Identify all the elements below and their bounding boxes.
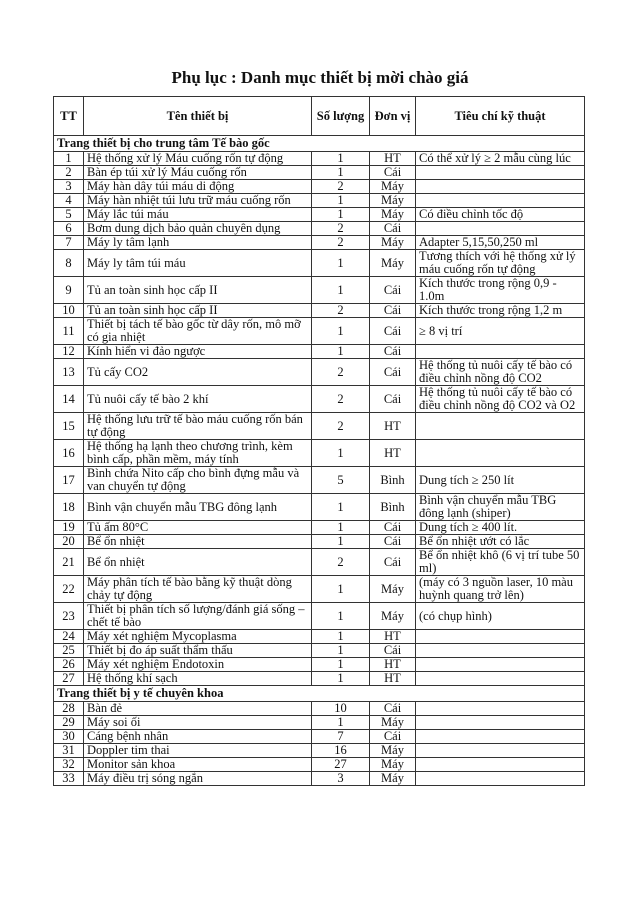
equipment-name: Tủ cấy CO2 (84, 359, 312, 386)
table-row (54, 549, 585, 576)
row-number: 14 (54, 386, 84, 413)
unit: Cái (370, 549, 416, 576)
row-number: 13 (54, 359, 84, 386)
equipment-name: Kính hiển vi đảo ngược (84, 345, 312, 359)
table-row (54, 304, 585, 318)
quantity: 1 (312, 277, 370, 304)
equipment-name: Máy xét nghiệm Mycoplasma (84, 630, 312, 644)
technical-spec: Có thể xử lý ≥ 2 mẫu cùng lúc (416, 152, 585, 166)
row-number: 2 (54, 166, 84, 180)
table-row (54, 222, 585, 236)
unit: Cái (370, 730, 416, 744)
technical-spec (416, 222, 585, 236)
table-row (54, 277, 585, 304)
unit: Bình (370, 467, 416, 494)
row-number: 11 (54, 318, 84, 345)
unit: Cái (370, 386, 416, 413)
equipment-name: Doppler tim thai (84, 744, 312, 758)
unit: HT (370, 672, 416, 686)
equipment-name: Máy hàn dây túi máu di động (84, 180, 312, 194)
unit: Cái (370, 222, 416, 236)
table-row (54, 386, 585, 413)
technical-spec: Tương thích với hệ thống xử lý máu cuống rốn tự động (416, 250, 585, 277)
section-row (54, 686, 585, 702)
row-number: 6 (54, 222, 84, 236)
page-title: Phụ lục : Danh mục thiết bị mời chào giá (171, 68, 469, 87)
unit: Cái (370, 318, 416, 345)
row-number: 23 (54, 603, 84, 630)
quantity: 3 (312, 772, 370, 786)
row-number: 30 (54, 730, 84, 744)
quantity: 2 (312, 549, 370, 576)
unit: Bình (370, 494, 416, 521)
technical-spec: Hệ thống tủ nuôi cấy tế bào có điều chỉnh nồng độ CO2 (416, 359, 585, 386)
row-number: 7 (54, 236, 84, 250)
table-row (54, 603, 585, 630)
quantity: 1 (312, 318, 370, 345)
table-row (54, 180, 585, 194)
table-row (54, 440, 585, 467)
unit: Cái (370, 166, 416, 180)
row-number: 17 (54, 467, 84, 494)
technical-spec (416, 644, 585, 658)
quantity: 1 (312, 345, 370, 359)
row-number: 19 (54, 521, 84, 535)
table-row (54, 250, 585, 277)
unit: HT (370, 413, 416, 440)
row-number: 16 (54, 440, 84, 467)
technical-spec: (có chụp hình) (416, 603, 585, 630)
unit: Máy (370, 744, 416, 758)
table-row (54, 194, 585, 208)
row-number: 31 (54, 744, 84, 758)
unit: Cái (370, 644, 416, 658)
equipment-table (53, 96, 585, 786)
equipment-name: Thiết bị đo áp suất thẩm thấu (84, 644, 312, 658)
technical-spec: Bể ổn nhiệt ướt có lắc (416, 535, 585, 549)
row-number: 28 (54, 702, 84, 716)
header-name: Tên thiết bị (84, 97, 312, 136)
technical-spec: Kích thước trong rộng 0,9 - 1.0m (416, 277, 585, 304)
table-row (54, 744, 585, 758)
technical-spec: Bình vận chuyển mẫu TBG đông lạnh (shiper) (416, 494, 585, 521)
quantity: 2 (312, 386, 370, 413)
technical-spec (416, 345, 585, 359)
equipment-name: Thiết bị tách tế bào gốc từ dây rốn, mô mỡ có gia nhiệt (84, 318, 312, 345)
unit: Cái (370, 535, 416, 549)
unit: HT (370, 152, 416, 166)
unit: HT (370, 630, 416, 644)
row-number: 25 (54, 644, 84, 658)
quantity: 2 (312, 236, 370, 250)
row-number: 8 (54, 250, 84, 277)
table-row (54, 772, 585, 786)
technical-spec (416, 758, 585, 772)
row-number: 3 (54, 180, 84, 194)
section-row (54, 136, 585, 152)
row-number: 22 (54, 576, 84, 603)
unit: Máy (370, 758, 416, 772)
quantity: 1 (312, 152, 370, 166)
quantity: 2 (312, 180, 370, 194)
technical-spec (416, 630, 585, 644)
table-row (54, 702, 585, 716)
equipment-name: Máy ly tâm lạnh (84, 236, 312, 250)
technical-spec (416, 413, 585, 440)
table-row (54, 359, 585, 386)
quantity: 1 (312, 166, 370, 180)
equipment-name: Máy hàn nhiệt túi lưu trữ máu cuống rốn (84, 194, 312, 208)
equipment-name: Hệ thống hạ lạnh theo chương trình, kèm bình cấp, phần mềm, máy tính (84, 440, 312, 467)
table-row (54, 413, 585, 440)
equipment-name: Thiết bị phân tích số lượng/đánh giá sống – chết tế bào (84, 603, 312, 630)
quantity: 1 (312, 250, 370, 277)
quantity: 1 (312, 440, 370, 467)
unit: HT (370, 440, 416, 467)
row-number: 18 (54, 494, 84, 521)
equipment-name: Bể ổn nhiệt (84, 535, 312, 549)
quantity: 1 (312, 630, 370, 644)
technical-spec: Kích thước trong rộng 1,2 m (416, 304, 585, 318)
unit: Cái (370, 304, 416, 318)
header-spec: Tiêu chí kỹ thuật (416, 97, 585, 136)
equipment-name: Tủ ấm 80°C (84, 521, 312, 535)
equipment-name: Tủ an toàn sinh học cấp II (84, 304, 312, 318)
technical-spec (416, 166, 585, 180)
unit: Máy (370, 194, 416, 208)
equipment-name: Hệ thống khí sạch (84, 672, 312, 686)
technical-spec (416, 772, 585, 786)
table-body (54, 136, 585, 786)
section-title: Trang thiết bị y tế chuyên khoa (54, 686, 585, 702)
unit: HT (370, 658, 416, 672)
header-unit: Đơn vị (370, 97, 416, 136)
equipment-name: Tủ an toàn sinh học cấp II (84, 277, 312, 304)
unit: Cái (370, 702, 416, 716)
unit: Cái (370, 277, 416, 304)
header-row (54, 97, 585, 136)
row-number: 33 (54, 772, 84, 786)
table-row (54, 494, 585, 521)
quantity: 27 (312, 758, 370, 772)
quantity: 1 (312, 716, 370, 730)
equipment-name: Máy phân tích tế bào bằng kỹ thuật dòng chảy tự động (84, 576, 312, 603)
quantity: 5 (312, 467, 370, 494)
table-row (54, 236, 585, 250)
unit: Máy (370, 250, 416, 277)
header-qty: Số lượng (312, 97, 370, 136)
quantity: 1 (312, 208, 370, 222)
technical-spec: (máy có 3 nguồn laser, 10 màu huỳnh quang trở lên) (416, 576, 585, 603)
technical-spec (416, 658, 585, 672)
quantity: 2 (312, 359, 370, 386)
unit: Máy (370, 180, 416, 194)
table-row (54, 345, 585, 359)
technical-spec (416, 716, 585, 730)
table-row (54, 166, 585, 180)
row-number: 32 (54, 758, 84, 772)
technical-spec: Hệ thống tủ nuôi cấy tế bào có điều chỉnh nồng độ CO2 và O2 (416, 386, 585, 413)
table-row (54, 576, 585, 603)
equipment-name: Cáng bệnh nhân (84, 730, 312, 744)
quantity: 7 (312, 730, 370, 744)
equipment-name: Máy điều trị sóng ngắn (84, 772, 312, 786)
row-number: 26 (54, 658, 84, 672)
section-title: Trang thiết bị cho trung tâm Tế bào gốc (54, 136, 585, 152)
row-number: 4 (54, 194, 84, 208)
quantity: 2 (312, 222, 370, 236)
row-number: 10 (54, 304, 84, 318)
unit: Máy (370, 603, 416, 630)
technical-spec: Adapter 5,15,50,250 ml (416, 236, 585, 250)
unit: Máy (370, 236, 416, 250)
unit: Máy (370, 772, 416, 786)
table-row (54, 644, 585, 658)
header-tt: TT (54, 97, 84, 136)
equipment-name: Máy ly tâm túi máu (84, 250, 312, 277)
technical-spec (416, 180, 585, 194)
row-number: 1 (54, 152, 84, 166)
table-row (54, 630, 585, 644)
quantity: 1 (312, 658, 370, 672)
equipment-name: Bình vận chuyển mẫu TBG đông lạnh (84, 494, 312, 521)
equipment-name: Hệ thống lưu trữ tế bào máu cuống rốn bán tự động (84, 413, 312, 440)
equipment-name: Bể ổn nhiệt (84, 549, 312, 576)
technical-spec (416, 440, 585, 467)
equipment-name: Bàn ép túi xử lý Máu cuống rốn (84, 166, 312, 180)
quantity: 2 (312, 413, 370, 440)
equipment-name: Monitor sản khoa (84, 758, 312, 772)
quantity: 1 (312, 521, 370, 535)
row-number: 5 (54, 208, 84, 222)
quantity: 10 (312, 702, 370, 716)
quantity: 1 (312, 535, 370, 549)
row-number: 24 (54, 630, 84, 644)
table-row (54, 467, 585, 494)
row-number: 29 (54, 716, 84, 730)
row-number: 20 (54, 535, 84, 549)
technical-spec: ≥ 8 vị trí (416, 318, 585, 345)
unit: Máy (370, 716, 416, 730)
table-row (54, 730, 585, 744)
unit: Máy (370, 576, 416, 603)
table-row (54, 152, 585, 166)
row-number: 27 (54, 672, 84, 686)
table-row (54, 658, 585, 672)
table-row (54, 716, 585, 730)
technical-spec (416, 194, 585, 208)
technical-spec: Dung tích ≥ 400 lít. (416, 521, 585, 535)
technical-spec (416, 744, 585, 758)
equipment-name: Bình chứa Nito cấp cho bình đựng mẫu và van chuyển tự động (84, 467, 312, 494)
equipment-name: Máy soi ối (84, 716, 312, 730)
quantity: 2 (312, 304, 370, 318)
unit: Cái (370, 345, 416, 359)
row-number: 21 (54, 549, 84, 576)
equipment-name: Bơm dung dịch bảo quản chuyên dụng (84, 222, 312, 236)
quantity: 1 (312, 672, 370, 686)
table-row (54, 758, 585, 772)
equipment-name: Máy xét nghiệm Endotoxin (84, 658, 312, 672)
technical-spec (416, 702, 585, 716)
row-number: 15 (54, 413, 84, 440)
quantity: 1 (312, 603, 370, 630)
table-row (54, 672, 585, 686)
quantity: 1 (312, 194, 370, 208)
row-number: 12 (54, 345, 84, 359)
equipment-name: Bàn đẻ (84, 702, 312, 716)
table-row (54, 521, 585, 535)
table-row (54, 208, 585, 222)
equipment-name: Hệ thống xử lý Máu cuống rốn tự động (84, 152, 312, 166)
unit: Máy (370, 208, 416, 222)
row-number: 9 (54, 277, 84, 304)
unit: Cái (370, 521, 416, 535)
technical-spec: Dung tích ≥ 250 lít (416, 467, 585, 494)
technical-spec: Có điều chỉnh tốc độ (416, 208, 585, 222)
quantity: 16 (312, 744, 370, 758)
equipment-name: Máy lắc túi máu (84, 208, 312, 222)
equipment-name: Tủ nuôi cấy tế bào 2 khí (84, 386, 312, 413)
table-row (54, 535, 585, 549)
technical-spec (416, 672, 585, 686)
table-row (54, 318, 585, 345)
quantity: 1 (312, 644, 370, 658)
technical-spec: Bể ổn nhiệt khô (6 vị trí tube 50 ml) (416, 549, 585, 576)
technical-spec (416, 730, 585, 744)
quantity: 1 (312, 576, 370, 603)
quantity: 1 (312, 494, 370, 521)
unit: Cái (370, 359, 416, 386)
